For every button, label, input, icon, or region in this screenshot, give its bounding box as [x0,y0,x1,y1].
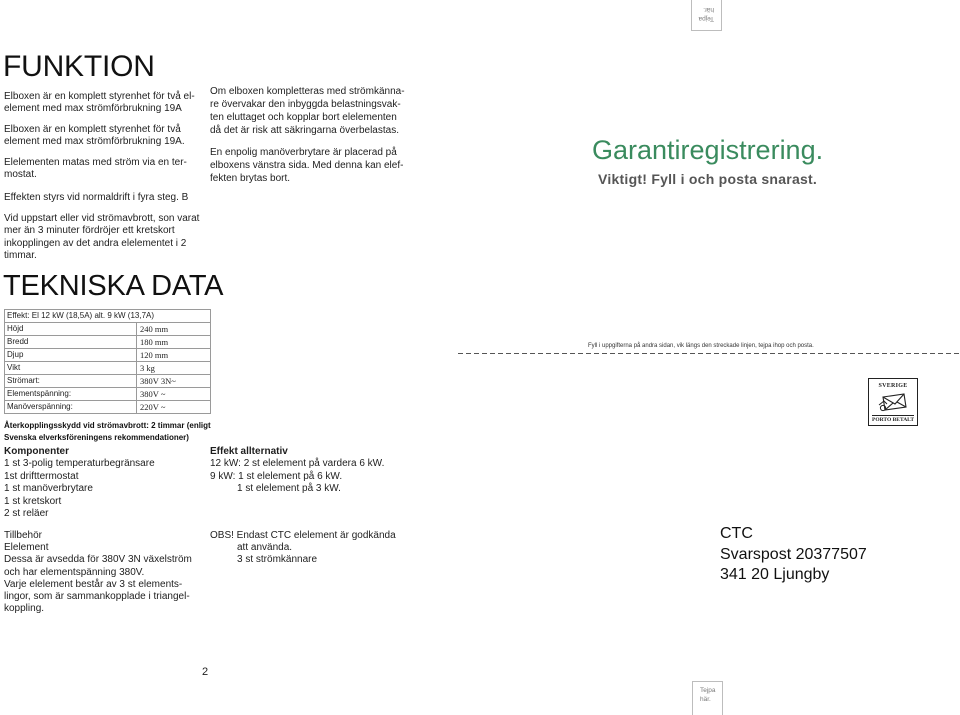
aterkopplingsskydd-note [4,420,211,444]
row-label: Djup [5,349,137,361]
text-line: Dessa är avsedda för 380V 3N växelström [4,554,192,566]
list-item: 2 st reläer [4,508,49,520]
text-line: mostat. [4,169,37,180]
funktion-paragraph-7 [210,146,403,185]
text-line: 9 kW: 1 st elelement på 6 kW. [210,470,343,482]
row-value: 120 mm [140,350,169,360]
text-line: element med max strömförbrukning 19A. [4,136,185,147]
text-line: Elelementen matas med ström via en ter- [4,157,187,168]
tape-here-bottom [692,681,723,715]
address-postcode-city: 341 20 Ljungby [720,566,830,583]
row-label: Höjd [5,323,137,335]
stamp-country: SVERIGE [878,383,908,389]
text-line: re övervakar den inbyggda belastningsvak- [210,98,401,110]
text-line: Återkopplingsskydd vid strömavbrott: 2 timmar (enligt [4,421,211,430]
funktion-heading: FUNKTION [3,50,155,83]
tape-here-top [691,0,722,31]
fold-instruction: Fyll i uppgifterna på andra sidan, vik längs den streckade linjen, tejpa ihop och posta. [588,343,814,349]
funktion-paragraph-5 [4,213,199,262]
list-item: 1 st 3-polig temperaturbegränsare [4,458,155,470]
postal-envelope-icon [878,392,908,412]
text-line: mer än 3 minuter fördröjer ett kretskort [4,225,175,237]
stamp-porto-text: PORTO BETALT [871,417,915,423]
text-line: Elboxen är en komplett styrenhet för två [4,124,181,135]
list-item: 1 st kretskort [4,495,62,507]
table-row-effekt [5,310,210,323]
stamp-divider [872,415,914,416]
list-item: 1st drifttermostat [4,470,79,482]
text-line: koppling. [4,603,45,615]
row-label: Bredd [5,336,137,348]
komponenter-heading: Komponenter [4,446,69,457]
tillbehor-heading: Tillbehör [4,530,42,541]
list-item: 1 st manöverbrytare [4,483,93,495]
funktion-paragraph-4 [4,192,188,204]
tape-top-line1: Tejpa [698,15,714,22]
effekt-alternativ-section [210,446,384,496]
text-line: Om elboxen kompletteras med strömkänna- [210,85,405,97]
tape-bottom-line2: här. [700,695,711,703]
text-line: fekten brytas bort. [210,172,291,184]
tape-bottom-line1: Tejpa [700,686,716,694]
text-line: Effekten styrs vid normaldrift i fyra steg. B [4,192,189,203]
tape-top-line2: här. [703,6,714,13]
text-line: En enpolig manöverbrytare är placerad på [210,146,397,158]
text-line: OBS! Endast CTC elelement är godkända [210,530,396,541]
row-value: 380V ~ [140,389,166,399]
tape-here-top-label [692,0,721,30]
funktion-paragraph-2 [4,124,185,148]
text-line: elboxens vänstra sida. Med denna kan elef- [210,159,404,171]
text-line: och har elementspänning 380V. [4,566,145,578]
text-line: inkopplingen av det andra elelementet i 2 [4,237,187,249]
table-row [5,349,210,362]
text-line: Elboxen är en komplett styrenhet för två el- [4,91,195,102]
address-company: CTC [720,525,753,542]
address-svarspost: Svarspost 20377507 [720,545,867,563]
table-row [5,336,210,349]
effekt-alternativ-heading: Effekt allternativ [210,446,288,457]
text-line: element med max strömförbrukning 19A [4,103,182,114]
text-line: 1 st elelement på 3 kW. [237,483,341,495]
text-line: timmar. [4,249,37,261]
page-number: 2 [202,666,209,678]
tekniska-data-heading: TEKNISKA DATA [3,270,224,302]
tillbehor-section [4,530,192,615]
text-line: lingor, som är sammankopplade i triangel- [4,591,190,603]
spec-table [4,309,211,414]
row-label: Elementspänning: [5,388,137,400]
text-line: 12 kW: 2 st elelement på vardera 6 kW. [210,458,385,470]
garanti-title: Garantiregistrering. [592,135,824,165]
effekt-cell: Effekt: El 12 kW (18,5A) alt. 9 kW (13,7A) [7,311,155,320]
obs-section [210,530,396,567]
text-line: Svenska elverksföreningens rekommendationer) [4,433,189,442]
porto-betalt-stamp [868,378,918,426]
row-value: 220V ~ [140,402,166,412]
komponenter-section [4,446,155,520]
row-label: Vikt [5,362,137,374]
row-label: Manöverspänning: [5,401,137,413]
funktion-paragraph-6 [210,85,405,137]
row-label: Strömart: [5,375,137,387]
row-value: 3 kg [140,363,155,373]
garanti-subtitle: Viktigt! Fyll i och posta snarast. [598,171,818,187]
text-line: Elelement [4,542,49,554]
table-row [5,388,210,401]
text-line: Varje elelement består av 3 st elements- [4,578,183,590]
funktion-paragraph-3 [4,157,187,181]
table-row [5,401,210,414]
text-line: ten eluttaget och kopplar bort elelementen [210,111,397,123]
reply-address [720,524,867,586]
row-value: 180 mm [140,337,169,347]
funktion-paragraph-1 [4,91,195,115]
row-value: 240 mm [140,324,169,334]
table-row [5,323,210,336]
table-row [5,375,210,388]
text-line: att använda. [237,542,293,554]
row-value: 380V 3N~ [140,376,176,386]
table-row [5,362,210,375]
text-line: då det är risk att säkringarna överbelastas. [210,124,399,136]
text-line: 3 st strömkännare [237,554,318,566]
tape-here-bottom-label [693,682,722,715]
text-line: Vid uppstart eller vid strömavbrott, son varat [4,213,200,224]
fold-line [458,352,960,355]
